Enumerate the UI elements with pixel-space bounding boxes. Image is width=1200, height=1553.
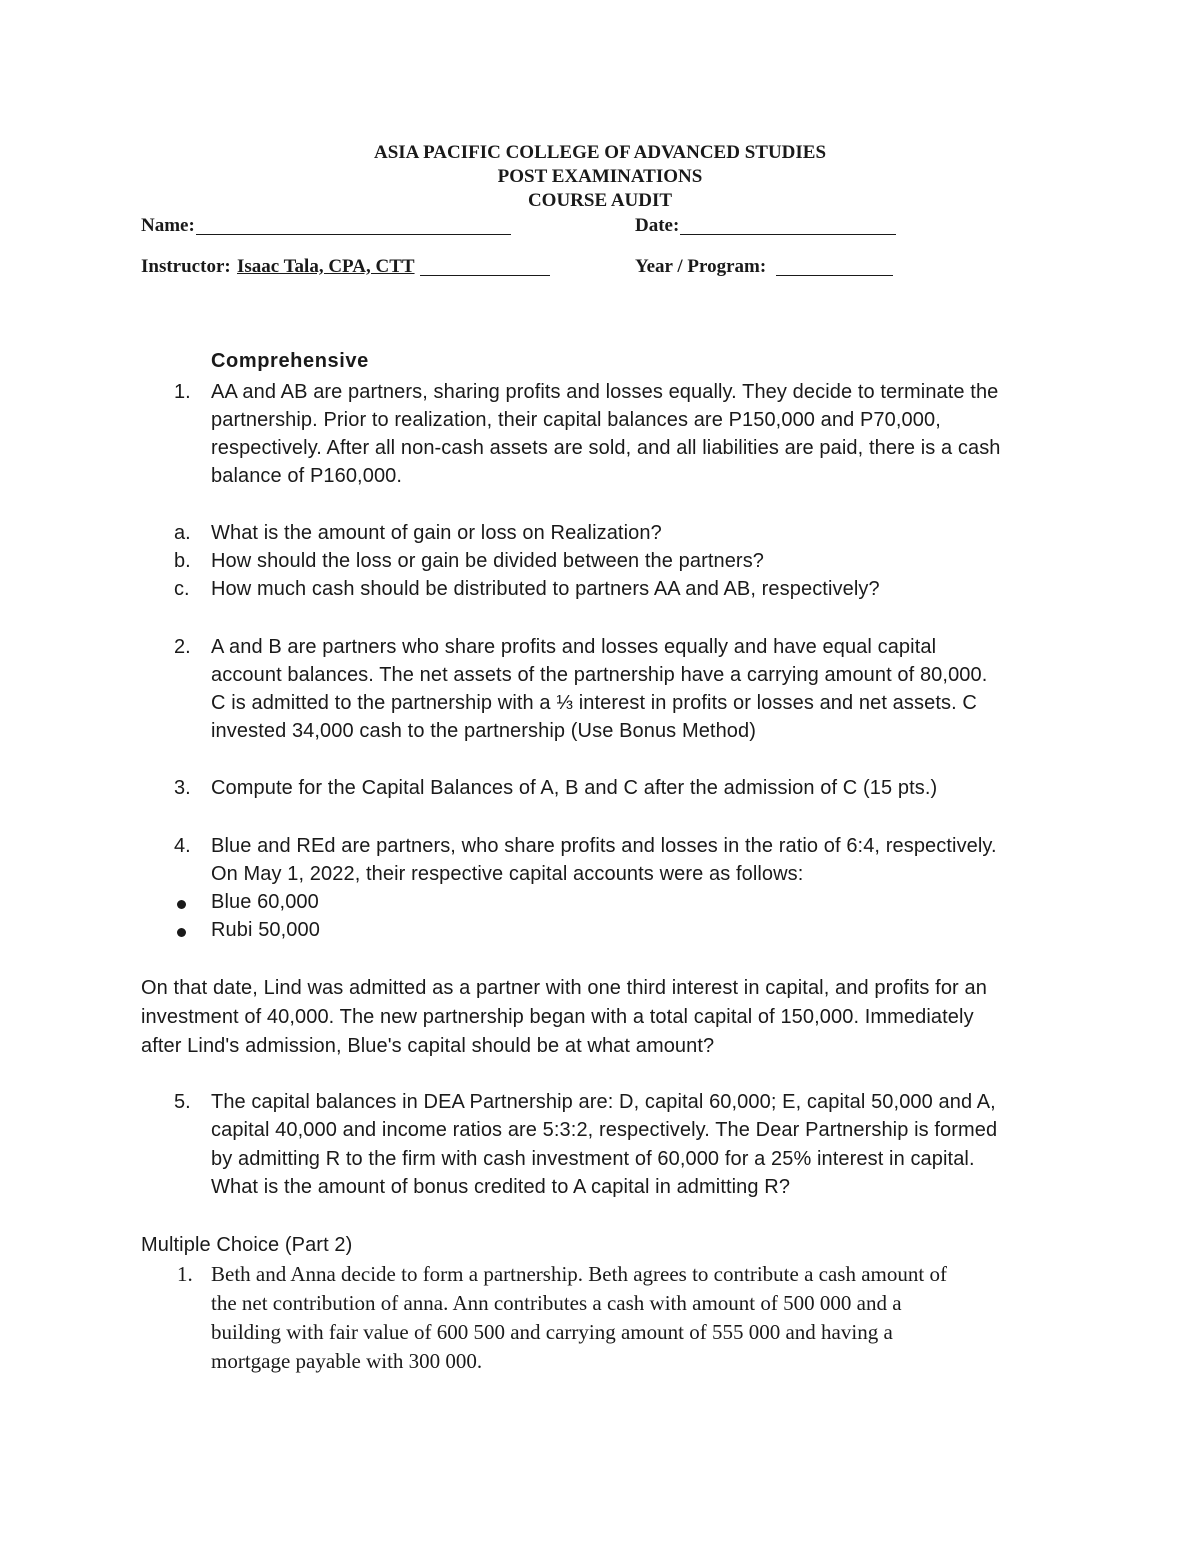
name-label: Name: [141, 215, 195, 236]
instructor-value: Isaac Tala, CPA, CTT [237, 256, 415, 277]
bullet-item: Rubi 50,000 [211, 919, 320, 941]
question-number: 3. [174, 777, 191, 799]
instructor-line [420, 275, 550, 276]
sub-question-text: How should the loss or gain be divided between the partners? [211, 550, 765, 572]
question-line: Blue and REd are partners, who share profits and losses in the ratio of 6:4, respectively. [211, 835, 997, 857]
course-title: COURSE AUDIT [527, 190, 673, 211]
question-number: 5. [174, 1091, 191, 1113]
bullet-icon [177, 928, 186, 937]
paragraph-line: investment of 40,000. The new partnership began with a total capital of 150,000. Immediately [141, 1006, 974, 1028]
question-line: account balances. The net assets of the partnership have a carrying amount of 80,000. [211, 664, 988, 686]
question-line: building with fair value of 600 500 and carrying amount of 555 000 and having a [211, 1320, 893, 1344]
name-field[interactable] [196, 234, 511, 235]
question-line: by admitting R to the firm with cash investment of 60,000 for a 25% interest in capital. [211, 1148, 975, 1170]
year-program-label: Year / Program: [635, 256, 767, 277]
sub-question-letter: a. [174, 522, 191, 544]
paragraph-line: after Lind's admission, Blue's capital should be at what amount? [141, 1035, 715, 1057]
exam-title: POST EXAMINATIONS [497, 166, 703, 187]
question-line: mortgage payable with 300 000. [211, 1349, 483, 1373]
question-number: 1. [174, 381, 191, 403]
date-label: Date: [635, 215, 680, 236]
question-line: partnership. Prior to realization, their capital balances are P150,000 and P70,000, [211, 409, 941, 431]
sub-question-letter: c. [174, 578, 190, 600]
bullet-icon [177, 900, 186, 909]
question-line: The capital balances in DEA Partnership are: D, capital 60,000; E, capital 50,000 and A, [211, 1091, 996, 1113]
section-title-comprehensive: Comprehensive [211, 350, 369, 372]
question-line: On May 1, 2022, their respective capital accounts were as follows: [211, 863, 804, 885]
paragraph-line: On that date, Lind was admitted as a partner with one third interest in capital, and profits for an [141, 977, 987, 999]
section-title-multiple-choice: Multiple Choice (Part 2) [141, 1234, 353, 1256]
question-line: the net contribution of anna. Ann contributes a cash with amount of 500 000 and a [211, 1291, 902, 1315]
question-line: What is the amount of bonus credited to A capital in admitting R? [211, 1176, 791, 1198]
question-line: AA and AB are partners, sharing profits and losses equally. They decide to terminate the [211, 381, 999, 403]
question-line: capital 40,000 and income ratios are 5:3:2, respectively. The Dear Partnership is formed [211, 1119, 998, 1141]
question-number: 2. [174, 636, 191, 658]
sub-question-text: What is the amount of gain or loss on Realization? [211, 522, 662, 544]
date-field[interactable] [680, 234, 896, 235]
instructor-label: Instructor: [141, 256, 231, 277]
question-line: A and B are partners who share profits and losses equally and have equal capital [211, 636, 937, 658]
question-number: 4. [174, 835, 191, 857]
question-line: balance of P160,000. [211, 465, 403, 487]
question-line: invested 34,000 cash to the partnership (Use Bonus Method) [211, 720, 757, 742]
sub-question-letter: b. [174, 550, 191, 572]
sub-question-text: How much cash should be distributed to partners AA and AB, respectively? [211, 578, 880, 600]
question-line: Beth and Anna decide to form a partnership. Beth agrees to contribute a cash amount of [211, 1262, 947, 1286]
bullet-item: Blue 60,000 [211, 891, 319, 913]
year-program-field[interactable] [776, 275, 893, 276]
school-name: ASIA PACIFIC COLLEGE OF ADVANCED STUDIES [373, 142, 827, 163]
question-line: C is admitted to the partnership with a ⅓ interest in profits or losses and net assets. C [211, 692, 977, 714]
question-line: respectively. After all non-cash assets are sold, and all liabilities are paid, there is a cash [211, 437, 1001, 459]
question-number: 1. [177, 1262, 193, 1286]
question-line: Compute for the Capital Balances of A, B and C after the admission of C (15 pts.) [211, 777, 938, 799]
